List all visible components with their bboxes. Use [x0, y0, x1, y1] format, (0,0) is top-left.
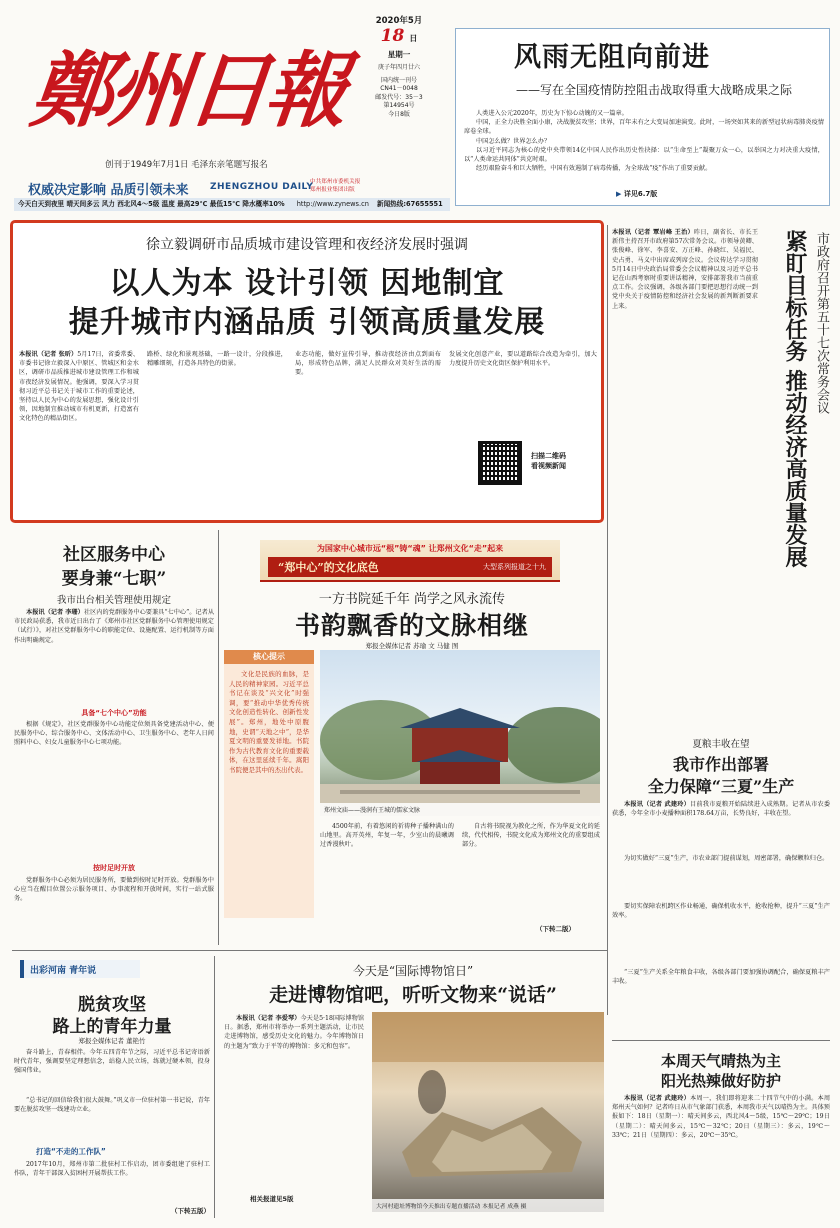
farming-p3: 要切实保障农机跨区作业畅通，确保机收水平，抢收抢种，提升“三夏”生产效率。	[612, 903, 830, 920]
weather-bar-hotline: 新闻热线:67655551	[377, 200, 443, 208]
feature-line: 中国，正全力决胜全面小康，决战脱贫攻坚；世界，百年未有之大变局加速演变。此时，一场突如其来的新型冠状病毒肺炎疫情席卷全球。	[464, 119, 824, 136]
issue-month: 2020年5月	[375, 16, 423, 26]
issue-code: CN41－0048	[380, 85, 418, 93]
museum-illustration	[372, 1012, 604, 1212]
masthead-english: ZHENGZHOU DAILY	[210, 182, 314, 192]
culture-headline: 书韵飘香的文脉相继	[294, 611, 529, 640]
masthead-slogan: 权威决定影响 品质引领未来	[28, 183, 189, 198]
community-text: 根据《规定》，社区党群服务中心功能定位须具备党建活动中心、便民服务中心、综合服务中心、文体活动中心、卫生服务中心、老年人日间照料中心、妇女儿童服务中心七项功能。	[14, 721, 214, 747]
youth-p2: “总书记的回信给我们很大鼓舞。”巩义市一位驻村第一书记说，青年要在脱贫攻坚一线建功立业。	[14, 1097, 210, 1114]
weather-bar	[14, 198, 450, 211]
council-byline: 本报讯（记者 覃岩峰 王治）	[612, 229, 694, 236]
lead-col-text: 路桥、绿化和景观基础，一路一设计，分段推进，精雕细刻，打造各具特色的街景。	[147, 351, 287, 368]
issue-day-row	[358, 26, 440, 49]
issue-code: 第14954号	[383, 102, 415, 110]
masthead-publisher: 中共郑州市委机关报 郑州报业集团出版	[310, 179, 361, 193]
farming-text: 目前我市夏粮开始陆续进入成熟期。记者从市农委获悉，今年全市小麦播种面积178.64万亩，长势良好，丰收在望。	[612, 801, 830, 818]
community-title-1: 社区服务中心	[63, 545, 165, 565]
lead-col-2	[147, 350, 287, 522]
museum-photo	[372, 1012, 604, 1212]
core-note-text: 文化是民族的血脉，是人民的精神家园。习近平总书记在谈及“兴文化”时强调，要“推动中华优秀传统文化创造性转化、创新性发展”。郑州，地处中原腹地，史谓“天地之中”，是华夏文明的重要发祥地。书院作为古代教育文化的重要载体，在这里延续千年。嵩阳书院便是其中的杰出代表。	[229, 670, 309, 774]
weather-bar-text: 今天白天到夜里 晴天间多云 风力 西北风4～5级 温度 最高29℃ 最低15℃ 降水概率10%	[18, 200, 285, 208]
lead-col-3	[295, 350, 441, 522]
museum-headline: 走进博物馆吧，听听文物来“说话”	[269, 984, 557, 1006]
divider	[214, 956, 215, 1218]
issue-lunar: 庚子年四月廿六	[377, 64, 420, 71]
qr-code-icon[interactable]	[478, 441, 522, 485]
issue-day-suffix: 日	[409, 34, 418, 43]
community-p2	[14, 720, 214, 862]
museum-more: 相关报道见5版	[250, 1195, 294, 1203]
feature-box	[455, 28, 830, 206]
divider	[12, 950, 607, 951]
farming-title-1: 我市作出部署	[672, 755, 769, 774]
farming-byline: 本报讯（记者 武建玲）	[624, 801, 691, 808]
feature-title: 风雨无阻向前进	[514, 42, 710, 73]
youth-story	[14, 956, 210, 1218]
core-note-title: 核心提示	[253, 652, 285, 661]
culture-banner-brand: “郑中心”的文化底色	[278, 561, 379, 574]
feature-more-label: 详见6.7版	[623, 190, 658, 198]
youth-p1: 奋斗路上，青春相伴。今年五四青年节之际，习近平总书记寄语新时代青年，强调要坚定理想信念，站稳人民立场，练就过硬本领，投身强国伟业。	[14, 1049, 210, 1075]
culture-kicker: 一方书院延千年 尚学之风永流传	[318, 592, 506, 607]
community-deck: 我市出台相关管理使用规定	[56, 595, 171, 606]
youth-tag: 出彩河南 青年说	[30, 966, 97, 976]
community-subhead: 具备“七个中心”功能	[81, 709, 147, 717]
youth-subhead: 打造“不走的工作队”	[36, 1147, 106, 1156]
issue-codes	[358, 77, 440, 119]
youth-more: （下转五版）	[171, 1207, 210, 1215]
divider	[218, 530, 219, 945]
museum-text	[224, 1014, 364, 1189]
temple-caption: 郑州文庙——漫润有王城的儒家文脉	[320, 803, 600, 816]
weather-body: 本周一，我们即将迎来二十四节气中的小满。本周郑州天气如何？记者昨日从市气象部门获悉，本周我市天气以晴热为主。具体预报如下：18日（星期一）：晴天间多云，西北风4～5级，15℃～29℃；19日（星期二）：晴天间多云，15℃～32℃；20日（星期三）：多云，19℃～33℃；21日（星期四）：多云，20℃～35℃。	[612, 1095, 830, 1139]
feature-line: 中国怎么做？世界怎么办？	[476, 137, 551, 145]
community-text: 党群服务中心必须为居民服务所，要做到按时足时开放。党群服务中心应当在醒目位置公示服务项目、办事流程和开放时间，实行一站式服务。	[14, 877, 214, 903]
youth-title-2: 路上的青年力量	[52, 1017, 172, 1037]
culture-col-b: 自古将书院视为教化之所，作为华夏文化的延续，代代相传，书院文化成为郑州文化的重要组成部分。	[462, 823, 600, 849]
youth-title-1: 脱贫攻坚	[78, 995, 146, 1015]
farming-title-2: 全力保障“三夏”生产	[647, 777, 795, 796]
weather-text	[612, 1094, 830, 1218]
culture-more: （下转二版）	[536, 925, 575, 933]
weather-bar-site[interactable]: http://www.zynews.cn	[296, 200, 369, 208]
council-headline: 紧盯目标任务 推动经济高质量发展	[782, 230, 808, 568]
youth-p3: 2017年10月，郑州市第二批驻村工作启动，团市委组建了驻村工作队，青年干部深入贫困村开展帮扶工作。	[14, 1161, 210, 1178]
temple-illustration	[320, 650, 600, 816]
lead-story	[10, 220, 604, 523]
masthead-founded: 创刊于1949年7月1日 毛泽东亲笔题写报名	[105, 160, 268, 170]
community-title-2: 要身兼“七职”	[61, 569, 167, 589]
issue-weekday: 星期一	[387, 50, 411, 59]
lead-headline-1: 以人为本 设计引领 因地制宜	[109, 266, 505, 301]
farming-kicker: 夏粮丰收在望	[692, 739, 750, 750]
museum-kicker: 今天是“国际博物馆日”	[352, 964, 474, 978]
council-kicker: 市政府召开第五十七次常务会议	[814, 232, 829, 414]
weather-story	[612, 1046, 830, 1222]
feature-more-link[interactable]	[616, 189, 657, 199]
community-p1	[14, 608, 214, 708]
lead-byline: 本报讯（记者 张昕）	[19, 351, 78, 358]
community-subhead: 按时足时开放	[93, 864, 135, 872]
divider	[612, 1040, 830, 1041]
youth-byline: 郑报全媒体记者 董艳竹	[78, 1037, 146, 1045]
weather-title-2: 阳光热辣做好防护	[660, 1072, 781, 1090]
farming-p4: “三夏”生产关系全年粮食丰收，各级各部门要加强协调配合，确保夏粮丰产丰收。	[612, 969, 830, 986]
lead-col-4	[449, 350, 597, 446]
arrow-icon: ▶	[616, 190, 622, 198]
feature-line: 人类进入公元2020年，历史为下惊心动魄的又一篇章。	[476, 110, 628, 117]
lead-col-text: 5月17日，省委常委、市委书记徐立毅深入中原区、管城区和金水区，调研市品质推进城市建设管理工作和城市夜经济发展情况。他强调，要深入学习贯彻习近平总书记关于城市工作的重要论述，坚持以人民为中心的发展思想，强化设计引领，因地制宜推动城市有机更新，打造富有文化特色的精品街区。	[19, 351, 139, 423]
core-note	[224, 650, 314, 918]
lead-col-text: 发展文化创意产业，要以道路综合改造为牵引，加大力度提升历史文化街区保护利用水平。	[449, 351, 597, 368]
issue-code: 今日8版	[388, 110, 410, 118]
museum-story	[220, 956, 606, 1218]
farming-p2: 为切实做好“三夏”生产，市农业部门提前谋划，周密部署，确保颗粒归仓。	[624, 855, 829, 862]
community-p3	[14, 876, 214, 942]
culture-banner	[260, 540, 560, 582]
issue-code: 邮发代号：35－3	[375, 93, 423, 101]
weather-byline: 本报讯（记者 武建玲）	[624, 1095, 691, 1102]
farming-block	[612, 736, 830, 1040]
feature-line: 经历艰险奋斗和巨大牺牲，中国有效遏制了病毒传播，为全球战“疫”作出了重要贡献。	[476, 165, 712, 173]
farming-p1	[612, 800, 830, 852]
culture-col-a: 4500年前，有着悠闲的祈祷种子播种满山的山地里。高开英州，年复一年，少室山的晨曦调过香漫秋叶。	[320, 823, 454, 849]
issue-day: 18	[380, 26, 405, 46]
feature-body	[464, 109, 824, 173]
issue-code: 国内统一刊号	[380, 77, 417, 84]
culture-banner-brand-box	[268, 557, 552, 577]
community-story	[14, 530, 214, 945]
feature-line: 以习近平同志为核心的党中央带领14亿中国人民作出历史性抉择：以“生命至上”凝聚万众一心，以举国之力对决重大疫情，以“人类命运共同体”共克时艰。	[464, 146, 824, 164]
lead-kicker: 徐立毅调研市品质城市建设管理和夜经济发展时强调	[146, 237, 468, 253]
culture-byline: 郑报全媒体记者 苏瑜 文 马健 图	[365, 642, 459, 650]
temple-photo	[320, 650, 600, 816]
council-text: 昨日，副省长、市长王新伟主持召开市政府第57次常务会议。市领导黄卿、张俊峰、徐军、李喜安、万正峰、孙晓红、吴福民、史占勇、马义中出席或列席会议。会议传达学习贯彻5月14日中央政治局常委会会议精神以及习近平总书记在山西考察时重要讲话精神，安排部署我市当前重点工作。会议强调，各级各部门要把思想行动统一到党中央关于疫情防控和经济社会发展的新判断新要求上来。	[612, 229, 758, 310]
date-block	[358, 14, 440, 144]
community-text: 社区内的党群服务中心要兼具“七中心”。记者从市民政局获悉，我市近日出台了《郑州市社区党群服务中心管理使用规定（试行）》，对社区党群服务中心的职能定位、设施配置、运行机制等方面作出明确规定。	[14, 609, 214, 644]
museum-byline: 本报讯（记者 李爱琴）	[236, 1015, 301, 1022]
masthead-title: 鄭州日報	[26, 43, 349, 139]
culture-banner-tag: 大型系列报道之十九	[483, 563, 546, 571]
youth-tag-box	[20, 960, 140, 978]
lead-headline-2: 提升城市内涵品质 引领高质量发展	[68, 305, 546, 340]
qr-label: 扫描二维码 看视频新闻	[531, 452, 566, 470]
museum-body: 今天是5·18国际博物馆日。据悉，郑州市将举办一系列主题活动，让市民走进博物馆，感受历史文化的魅力。今年博物馆日的主题为“致力于平等的博物馆：多元和包容”。	[224, 1015, 364, 1050]
culture-banner-line: 为国家中心城市远“根”铸“魂” 让郑州文化“走”起来	[316, 544, 504, 553]
lead-col-text: 业态功能，做好宣传引导，推动夜经济由点到面布局，形成特色品牌，满足人民群众对美好生活的需要。	[295, 351, 441, 377]
divider	[607, 225, 608, 1015]
weather-title-1: 本周天气晴热为主	[660, 1052, 781, 1070]
museum-caption: 大河村遗址博物馆今天推出专题直播活动 本报记者 成燕 摄	[372, 1199, 604, 1212]
community-byline: 本报讯（记者 李珊）	[26, 609, 84, 616]
feature-subtitle: ——写在全国疫情防控阻击战取得重大战略成果之际	[516, 83, 793, 97]
lead-col-1	[19, 350, 139, 522]
culture-story	[222, 586, 602, 946]
